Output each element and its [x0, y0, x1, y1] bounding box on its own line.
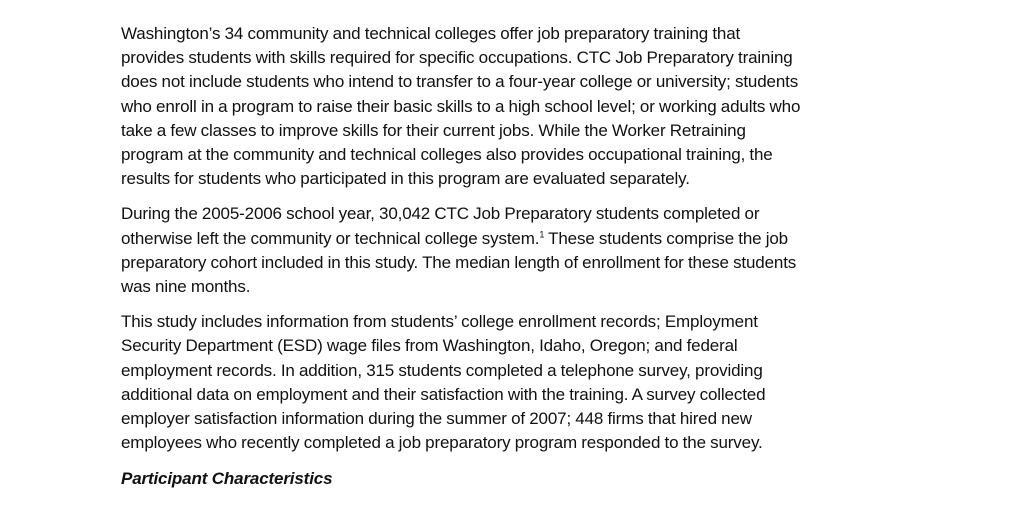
- text-line: take a few classes to improve skills for their current jobs. While the Worker Retraining: [121, 120, 746, 140]
- text-segment: otherwise left the community or technical college system.: [121, 228, 540, 248]
- text-line: does not include students who intend to transfer to a four-year college or university; students: [121, 72, 799, 92]
- text-line: employer satisfaction information during the summer of 2007; 448 firms that hired new: [121, 409, 752, 429]
- text-line: employees who recently completed a job preparatory program responded to the survey.: [121, 433, 763, 453]
- text-line: This study includes information from students’ college enrollment records; Employment: [121, 312, 758, 332]
- text-line: provides students with skills required for specific occupations. CTC Job Preparatory training: [121, 48, 793, 68]
- text-line: who enroll in a program to raise their basic skills to a high school level; or working adults who: [121, 96, 801, 116]
- text-line: results for students who participated in this program are evaluated separately.: [121, 169, 690, 189]
- text-segment: These students comprise the job: [544, 228, 788, 248]
- text-line-with-footnote: [121, 227, 905, 251]
- text-line: was nine months.: [121, 277, 251, 297]
- text-line: Security Department (ESD) wage files from Washington, Idaho, Oregon; and federal: [121, 336, 738, 356]
- document-body: [121, 22, 905, 491]
- text-line: Washington’s 34 community and technical colleges offer job preparatory training that: [121, 24, 741, 43]
- paragraph-data-sources: [121, 310, 905, 455]
- subheading-participant-characteristics: Participant Characteristics: [121, 469, 333, 489]
- footnote-marker[interactable]: 1: [539, 228, 545, 239]
- section-heading-cutoff: [260, 0, 900, 6]
- text-line: employment records. In addition, 315 students completed a telephone survey, providing: [121, 360, 763, 380]
- text-line: additional data on employment and their satisfaction with the training. A survey collected: [121, 384, 766, 404]
- paragraph-program-overview: [121, 22, 905, 191]
- text-line: preparatory cohort included in this study. The median length of enrollment for these students: [121, 252, 797, 272]
- text-line: During the 2005-2006 school year, 30,042 CTC Job Preparatory students completed or: [121, 204, 760, 224]
- paragraph-cohort: [121, 202, 905, 299]
- text-line: program at the community and technical colleges also provides occupational training, the: [121, 145, 773, 165]
